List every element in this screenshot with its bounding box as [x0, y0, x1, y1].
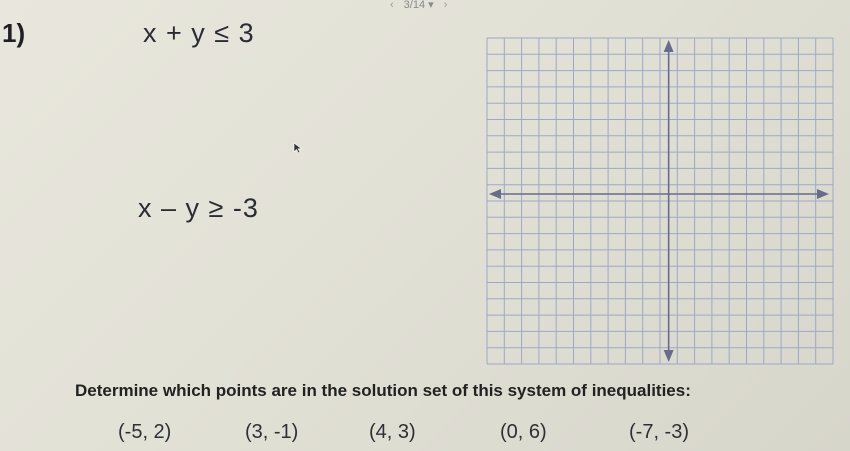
- coordinate-grid[interactable]: [485, 36, 835, 366]
- grid-lines: [487, 38, 833, 364]
- inequality-2: x – y ≥ -3: [138, 193, 259, 223]
- instruction-text: Determine which points are in the solution set of this system of inequalities:: [75, 381, 691, 400]
- page-navigator: [390, 0, 447, 11]
- x-axis-right-arrow: [817, 189, 829, 199]
- mouse-pointer-icon: [293, 142, 303, 154]
- inequality-1: x + y ≤ 3: [143, 18, 255, 48]
- y-axis-down-arrow: [664, 350, 674, 362]
- problem-number: 1): [2, 18, 26, 48]
- y-axis-up-arrow: [664, 40, 674, 52]
- point-option-3[interactable]: (4, 3): [369, 421, 416, 443]
- point-option-4[interactable]: (0, 6): [500, 421, 547, 443]
- chevron-down-icon: ▾: [428, 0, 434, 11]
- page-indicator[interactable]: [404, 0, 434, 11]
- next-page-icon[interactable]: ›: [443, 0, 448, 11]
- prev-page-icon[interactable]: ‹: [390, 0, 394, 11]
- point-option-5[interactable]: (-7, -3): [629, 421, 689, 443]
- point-option-1[interactable]: (-5, 2): [118, 421, 172, 443]
- page-label: 3/14: [403, 0, 426, 11]
- x-axis-left-arrow: [489, 189, 501, 199]
- point-option-2[interactable]: (3, -1): [245, 421, 299, 443]
